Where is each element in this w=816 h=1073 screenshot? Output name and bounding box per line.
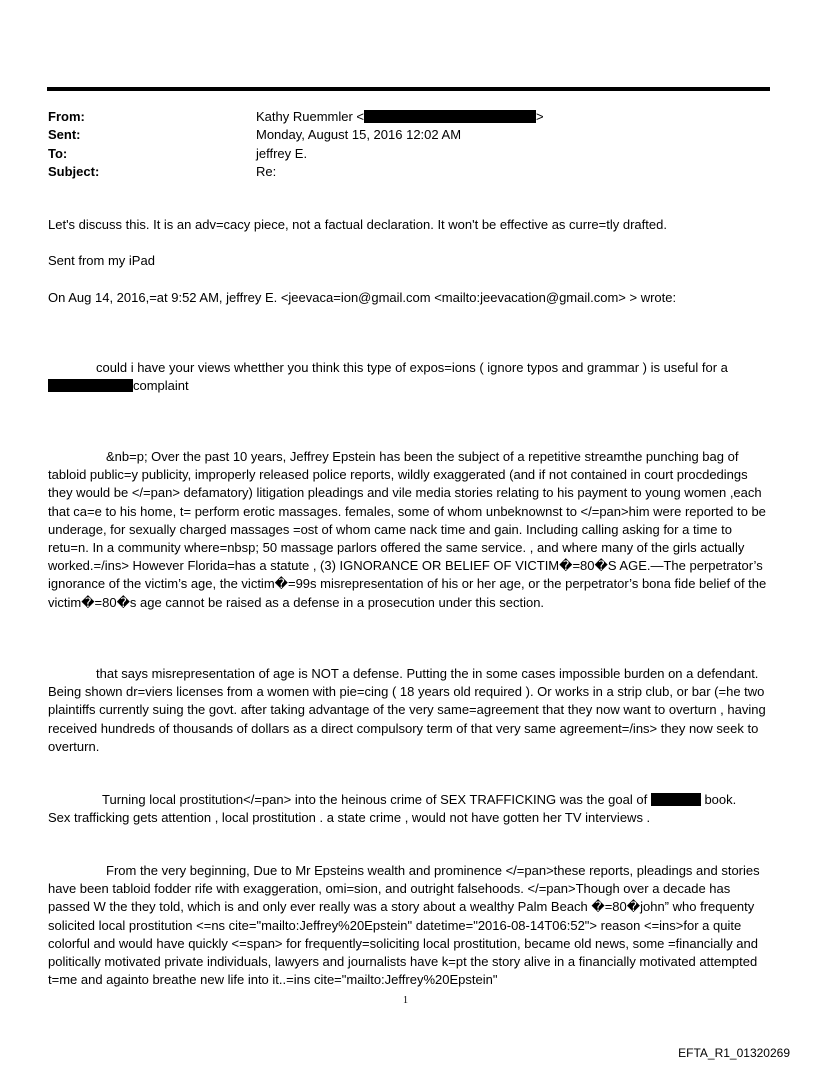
sent-value: Monday, August 15, 2016 12:02 AM [256,127,462,143]
quoted-paragraph-2 [48,448,772,612]
bates-number: EFTA_R1_01320269 [678,1046,790,1060]
quoted-paragraph-4 [48,791,772,827]
sent-label: Sent: [48,127,81,143]
sent-row [48,126,544,144]
quoted-p1-line-b: complaint [133,378,189,394]
reply-line-3: On Aug 14, 2016,=at 9:52 AM, jeffrey E. <jeevaca=ion@gmail.com <mailto:jeevacation@gmail.com> > wrote: [48,290,677,305]
to-label: To: [48,145,68,161]
quoted-p3-text: that says misrepresentation of age is NOT a defense. Putting the in some cases impossible burden on a defendant. Being shown dr=viers licenses from a women with pie=cing ( 18 years old required ). Or works in a strip club, or bar (=he two plaintiffs currently suing the govt. after taking advantage of the very same=agreement that they now want to overturn , having received hundreds of thousands of dollars as a direct compulsory term of that very same agreement=/ins> they now seek to overturn. [48,666,766,754]
sender-name: Kathy Ruemmler < [256,109,365,124]
sender-close: > [536,109,544,124]
email-header [48,108,544,181]
quoted-p4-line-a: Turning local prostitution</=pan> into the heinous crime of SEX TRAFFICKING was the goal of [102,792,648,807]
to-value: jeffrey E. [256,145,308,161]
quoted-p4-line-b: book. [704,792,737,807]
from-row [48,108,544,126]
from-value [256,108,544,126]
quoted-paragraph-1 [48,359,772,395]
quoted-p4-line-c: Sex trafficking gets attention , local prostitution . a state crime , would not have gotten her TV interviews . [48,810,651,826]
subject-label: Subject: [48,163,100,179]
subject-row [48,163,544,181]
subject-value: Re: [256,163,277,179]
header-rule [47,87,770,91]
reply-line-2: Sent from my iPad [48,253,155,268]
redaction-box [364,110,536,123]
redaction-box [651,793,701,806]
reply-line-1: Let's discuss this. It is an adv=cacy piece, not a factual declaration. It won't be effective as curre=tly drafted. [48,217,667,232]
to-row [48,145,544,163]
page-number: 1 [403,995,408,1006]
quoted-p5-text: From the very beginning, Due to Mr Epsteins wealth and prominence </=pan>these reports, pleadings and stories have been tabloid fodder rife with exaggeration, omi=sion, and outright falsehoods. </=pan>Though over a decade has passed W the they told, which is and only ever really was a story about a wealthy Palm Beach �=80�john” who frequenty solicited local prostitution <=ns cite="mailto:Jeffrey%20Epstein" datetime="2016-08-14T06:52"> reason <=ins>for a quite colorful and would have quickly <=span> for frequently=soliciting local prostitution, became old news, some =financially and politically motivated private individuals, lawyers and journalists have k=pt the story alive in a financially motivated attempted t=me and againto breathe new life into it..=ins cite="mailto:Jeffrey%20Epstein" [48,863,760,988]
from-label: From: [48,109,85,124]
redaction-box [48,379,133,392]
quoted-paragraph-3 [48,665,772,756]
quoted-p1-line-a: could i have your views whetther you think this type of expos=ions ( ignore typos and grammar ) is useful for a [96,360,728,375]
quoted-p2-text: &nb=p; Over the past 10 years, Jeffrey Epstein has been the subject of a repetitive streamthe punching bag of tabloid public=y publicity, improperly released police reports, wildly exaggerated (and if not contained in court procdedings they would be </=pan> defamatory) litigation pleadings and vile media stories relating to his payment to young women ,each that ca=e to his home, t= perform erotic massages. females, some of whom unbeknownst to </=pan>him were reported to be underage, for sexually charged massages =ost of whom came nack time and gain. Including calling asking for a time to retu=n. In a community where=nbsp; 50 massage parlors offered the same service. , and where many of the girls actually worked.=/ins> However Florida=has a statute , (3) IGNORANCE OR BELIEF OF VICTIM�=80�S AGE.—The perpetrator’s ignorance of the victim’s age, the victim�=99s misrepresentation of his or her age, or the perpetrator’s bona fide belief of the victim�=80�s age cannot be raised as a defense in a prosecution under this section. [48,449,767,610]
quoted-paragraph-5 [48,862,772,989]
